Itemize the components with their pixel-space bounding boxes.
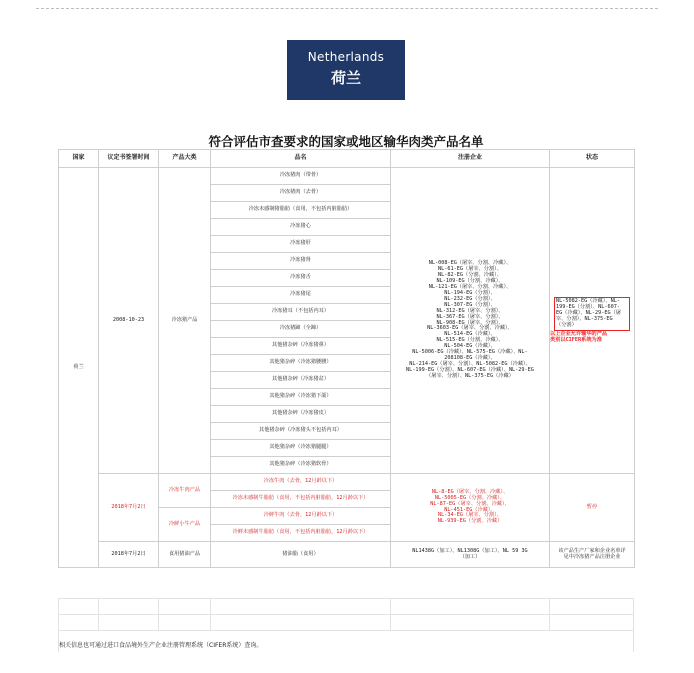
- col-header-date: 议定书签署时间: [99, 150, 159, 168]
- beef-date-cell: 2018年7月2日: [99, 474, 159, 542]
- pork-category-cell: 冷冻猪产品: [159, 168, 211, 474]
- product-cell: 冷冻猪尾: [211, 287, 391, 304]
- lard-date-cell: 2018年7月2日: [99, 542, 159, 568]
- product-cell: 其他猪杂碎（冷冻猪皮）: [211, 406, 391, 423]
- product-cell: 冷冻猪耳（不包括内耳）: [211, 304, 391, 321]
- top-divider: [36, 8, 658, 9]
- col-header-company: 注册企业: [391, 150, 550, 168]
- product-cell: 其他猪杂碎（冷冻猪鼻）: [211, 338, 391, 355]
- col-header-category: 产品大类: [159, 150, 211, 168]
- product-cell: 冷冻猪肾: [211, 253, 391, 270]
- product-cell: 冷冻未感制牛脂肪（食用，不包括内脏脂肪，12月龄以下）: [211, 491, 391, 508]
- product-cell: 冷冻牛肉（去骨，12月龄以下）: [211, 474, 391, 491]
- pork-status-cell: [550, 168, 635, 474]
- product-cell: 其他猪杂碎（冷冻猪下颌）: [211, 389, 391, 406]
- lard-status-cell: 该产品生产厂家和企业名单详 见中冷冻猪产品注册企业: [550, 542, 635, 568]
- banner-chinese: 荷兰: [330, 69, 361, 87]
- veal-category-cell: 冷鲜小牛产品: [159, 508, 211, 542]
- product-cell: 其他猪杂碎（冷冻猪头不包括内耳）: [211, 423, 391, 440]
- product-cell: 其他猪杂碎（冷冻猪盆）: [211, 372, 391, 389]
- product-cell: 冷冻未感制猪脂肪（食用，不包括内脏脂肪）: [211, 202, 391, 219]
- product-cell: 其他猪杂碎（冷冻猪腿腿）: [211, 440, 391, 457]
- product-list-table: [58, 149, 635, 568]
- table-header-row: [59, 150, 635, 168]
- status-highlight-box: NL-5082-EG（冷藏）、NL- 199-EG（分割）、NL-607- EG（冷藏）、NL-29-EG（屠 宰、分割）、NL-375-EG （分割）: [554, 297, 630, 331]
- col-header-country: 国家: [59, 150, 99, 168]
- country-banner: [287, 40, 405, 100]
- product-cell: 冷冻猪肉（带骨）: [211, 168, 391, 185]
- pork-date-cell: 2008-10-23: [99, 168, 159, 474]
- product-cell: 冷冻猪肉（去骨）: [211, 185, 391, 202]
- product-cell: 冷冻猪心: [211, 219, 391, 236]
- banner-english: Netherlands: [307, 50, 385, 64]
- footer-note: 相关信息也可通过进口食品境外生产企业注册管理系统（CIFER系统）查询。: [59, 642, 263, 649]
- beef-status-cell: 暂停: [550, 474, 635, 542]
- beef-companies-cell: NL-8-EG（屠宰、分割、冷藏）、 NL-5005-EG（分割、冷藏）、 NL-87-EG（屠宰、分割、冷藏）、 NL-451-EG（冷藏）、 NL-34-EG（屠宰、分割）、 NL-939-EG（分割、冷藏）: [391, 474, 550, 542]
- product-cell: 冷鲜牛肉（去骨，12月龄以下）: [211, 508, 391, 525]
- col-header-status: 状态: [550, 150, 635, 168]
- product-cell: 冷鲜未感制牛脂肪（食用，不包括内脏脂肪，12月龄以下）: [211, 525, 391, 542]
- country-cell: 荷兰: [59, 168, 99, 568]
- product-cell: 冷冻猪肝: [211, 236, 391, 253]
- col-header-product: 品名: [211, 150, 391, 168]
- product-cell: 冷冻猪蹄（全蹄）: [211, 321, 391, 338]
- lard-category-cell: 食用猪油产品: [159, 542, 211, 568]
- product-cell: 冷冻猪舌: [211, 270, 391, 287]
- lard-companies-cell: NL1438G（加工）、NL1308G（加工）、NL 59 3G （加工）: [391, 542, 550, 568]
- table-row: [59, 542, 635, 568]
- pork-companies-cell: NL-008-EG（屠宰、分割、冷藏）、 NL-61-EG（屠宰、分割）、 NL-82-EG（分割、冷藏）、 NL-109-EG（分割、冷藏）、 NL-121-EG（屠宰、分割、冷藏）、 NL-194-EG（分割）、 NL-232-EG（分割）、 NL-307-EG（分割）、 NL-312-EG（屠宰、分割）、 NL-367-EG（屠宰、分割）、 NL-908-EG（屠宰、分割）、 NL-3603-EG（屠宰、分割、冷藏）、 NL-514-EG（冷藏）、 NL-515-EG（分割、冷藏）、 NL-504-EG（冷藏）、 NL-5006-EG（冷藏）、NL-575-EG（冷藏）、NL- 208108-EG（冷藏）、 NL-214-EG（屠宰、分割）、NL-5082-EG（冷藏）、 NL-199-EG（分割）、NL-607-EG（冷藏）、NL-29-EG （屠宰、分割）、NL-375-EG（冷藏）: [391, 168, 550, 474]
- beef-category-cell: 冷冻牛肉产品: [159, 474, 211, 508]
- table-row: [59, 474, 635, 491]
- product-cell: 其他猪杂碎（冷冻猪软骨）: [211, 457, 391, 474]
- product-cell: 其他猪杂碎（冷冻猪腰腰）: [211, 355, 391, 372]
- table-row: [59, 168, 635, 185]
- status-note: 以上企业允许输华的产品 类别以CIFER系统为准: [550, 330, 608, 343]
- product-cell: 猪油脂（食用）: [211, 542, 391, 568]
- document-title: 符合评估市查要求的国家或地区输华肉类产品名单: [208, 134, 484, 149]
